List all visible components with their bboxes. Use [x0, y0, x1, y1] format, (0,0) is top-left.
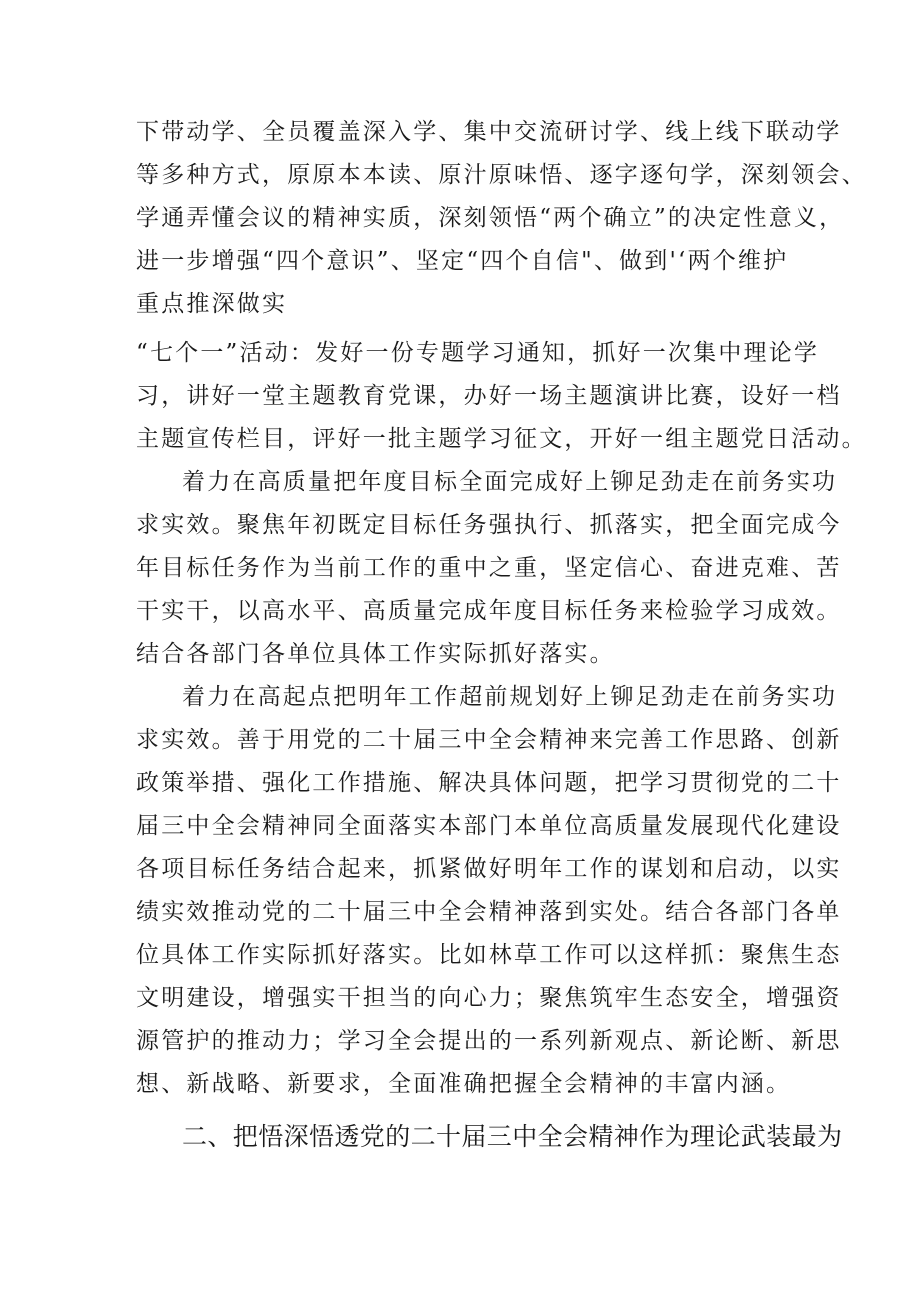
- planning-paragraph-line-4: 届三中全会精神同全面落实本部门本单位高质量发展现代化建设: [136, 813, 842, 839]
- planning-paragraph-line-5: 各项目标任务结合起来，抓紧做好明年工作的谋划和启动，以实: [136, 856, 842, 882]
- goal-paragraph-line-2: 求实效。聚焦年初既定目标任务强执行、抓落实，把全面完成今: [136, 512, 842, 538]
- paragraph-line-1: 下带动学、全员覆盖深入学、集中交流研讨学、线上线下联动学: [136, 119, 842, 145]
- section-heading: 二、把悟深悟透党的二十届三中全会精神作为理论武装最为: [182, 1122, 843, 1151]
- planning-paragraph-line-10: 想、新战略、新要求，全面准确把握全会精神的丰富内涵。: [136, 1071, 792, 1097]
- planning-paragraph-line-3: 政策举措、强化工作措施、解决具体问题，把学习贯彻党的二十: [136, 770, 842, 796]
- planning-paragraph-line-1: 着力在高起点把明年工作超前规划好上铆足劲走在前务实功: [182, 684, 838, 710]
- planning-paragraph-line-7: 位具体工作实际抓好落实。比如林草工作可以这样抓：聚焦生态: [136, 942, 842, 968]
- paragraph-line-3: 学通弄懂会议的精神实质，深刻领悟“两个确立”的决定性意义，: [136, 205, 845, 231]
- goal-paragraph-line-3: 年目标任务作为当前工作的重中之重，坚定信心、奋进克难、苦: [136, 555, 842, 581]
- goal-paragraph-line-1: 着力在高质量把年度目标全面完成好上铆足劲走在前务实功: [182, 469, 838, 495]
- planning-paragraph-line-9: 源管护的推动力；学习全会提出的一系列新观点、新论断、新思: [136, 1028, 842, 1054]
- paragraph-line-2: 等多种方式，原原本本读、原汁原味悟、逐字逐句学，深刻领会、: [136, 162, 867, 188]
- activity-line-3: 主题宣传栏目，评好一批主题学习征文，开好一组主题党日活动。: [136, 426, 867, 452]
- paragraph-line-4: 进一步增强“四个意识”、坚定“四个自信"、做到'‘两个维护: [136, 248, 789, 274]
- planning-paragraph-line-8: 文明建设，增强实干担当的向心力；聚焦筑牢生态安全，增强资: [136, 985, 842, 1011]
- goal-paragraph-line-4: 干实干，以高水平、高质量完成年度目标任务来检验学习成效。: [136, 598, 842, 624]
- planning-paragraph-line-6: 绩实效推动党的二十届三中全会精神落到实处。结合各部门各单: [136, 899, 842, 925]
- goal-paragraph-line-5: 结合各部门各单位具体工作实际抓好落实。: [136, 641, 615, 667]
- planning-paragraph-line-2: 求实效。善于用党的二十届三中全会精神来完善工作思路、创新: [136, 727, 842, 753]
- activity-line-1: “七个一”活动：发好一份专题学习通知，抓好一次集中理论学: [136, 340, 820, 366]
- paragraph-line-5: 重点推深做实: [136, 291, 288, 317]
- activity-line-2: 习，讲好一堂主题教育党课，办好一场主题演讲比赛，设好一档: [136, 383, 842, 409]
